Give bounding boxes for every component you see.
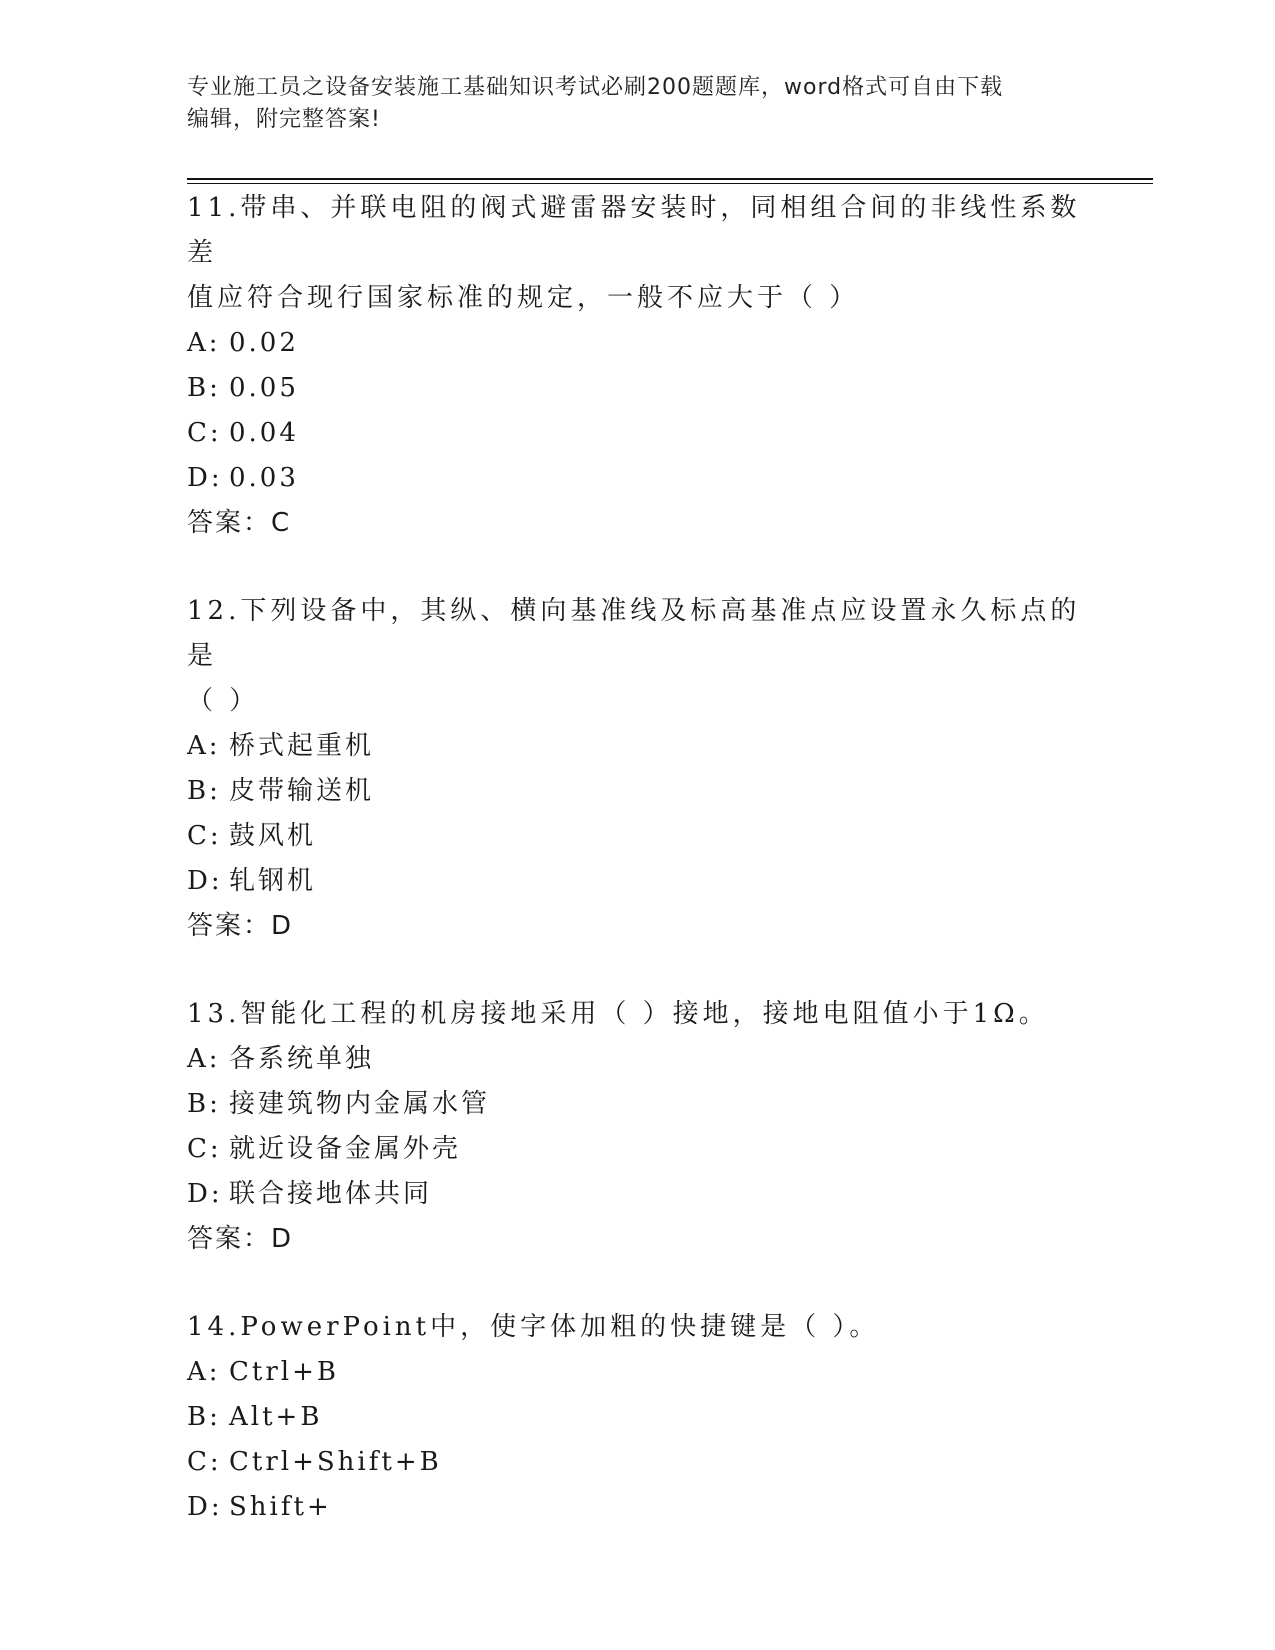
answer-line: 答案：D xyxy=(187,1224,294,1254)
option-text: 联合接地体共同 xyxy=(229,1179,433,1209)
option-a xyxy=(187,1037,1087,1082)
question-text-continued: （ ） xyxy=(187,686,260,716)
option-letter: C: xyxy=(187,1134,222,1164)
answer-line: 答案：D xyxy=(187,911,294,941)
question-12 xyxy=(187,589,1087,948)
option-letter: C: xyxy=(187,821,222,851)
option-a xyxy=(187,321,1087,366)
option-letter: C: xyxy=(187,1447,222,1477)
option-a xyxy=(187,1350,1087,1395)
option-letter: B: xyxy=(187,1402,221,1432)
option-text: 皮带输送机 xyxy=(229,776,375,806)
question-text-continued: 值应符合现行国家标准的规定，一般不应大于（ ） xyxy=(187,283,860,313)
header-line-2: 编辑，附完整答案! xyxy=(187,107,381,132)
question-text: 13.智能化工程的机房接地采用（ ）接地，接地电阻值小于1Ω。 xyxy=(187,999,1049,1029)
option-text: 鼓风机 xyxy=(229,821,317,851)
header-divider-thick xyxy=(187,178,1153,180)
option-text: Ctrl+B xyxy=(229,1357,339,1387)
option-letter: A: xyxy=(187,731,221,761)
option-letter: C: xyxy=(187,418,222,448)
option-c xyxy=(187,814,1087,859)
option-text: 0.03 xyxy=(229,463,299,493)
option-c xyxy=(187,411,1087,456)
header-divider-thin xyxy=(187,183,1153,184)
option-text: 0.02 xyxy=(229,328,299,358)
option-d xyxy=(187,1485,1087,1530)
option-d xyxy=(187,1172,1087,1217)
spacer xyxy=(187,948,1087,992)
option-letter: D: xyxy=(187,1492,223,1522)
option-c xyxy=(187,1127,1087,1172)
option-text: 接建筑物内金属水管 xyxy=(229,1089,491,1119)
option-d xyxy=(187,859,1087,904)
spacer xyxy=(187,1261,1087,1305)
question-13 xyxy=(187,992,1087,1261)
option-letter: D: xyxy=(187,463,223,493)
option-d xyxy=(187,456,1087,501)
question-11 xyxy=(187,186,1087,545)
option-letter: A: xyxy=(187,1357,221,1387)
option-letter: A: xyxy=(187,1044,221,1074)
option-text: 就近设备金属外壳 xyxy=(229,1134,462,1164)
header-line-1: 专业施工员之设备安装施工基础知识考试必刷200题题库，word格式可自由下载 xyxy=(187,75,1004,100)
question-text: 12.下列设备中，其纵、横向基准线及标高基准点应设置永久标点的是 xyxy=(187,596,1081,671)
option-text: Alt+B xyxy=(229,1402,323,1432)
option-a xyxy=(187,724,1087,769)
question-text: 14.PowerPoint中，使字体加粗的快捷键是（ ）。 xyxy=(187,1312,880,1342)
option-letter: A: xyxy=(187,328,221,358)
option-b xyxy=(187,769,1087,814)
option-c xyxy=(187,1440,1087,1485)
option-letter: B: xyxy=(187,373,221,403)
option-b xyxy=(187,1082,1087,1127)
question-14 xyxy=(187,1305,1087,1530)
option-text: 0.05 xyxy=(229,373,299,403)
option-b xyxy=(187,366,1087,411)
option-text: Shift+ xyxy=(229,1492,332,1522)
option-text: Ctrl+Shift+B xyxy=(229,1447,442,1477)
option-letter: D: xyxy=(187,866,223,896)
option-text: 各系统单独 xyxy=(229,1044,375,1074)
option-text: 0.04 xyxy=(229,418,299,448)
option-text: 桥式起重机 xyxy=(229,731,375,761)
question-text: 11.带串、并联电阻的阀式避雷器安装时，同相组合间的非线性系数差 xyxy=(187,193,1081,268)
option-letter: B: xyxy=(187,776,221,806)
document-header xyxy=(187,72,1087,136)
option-letter: D: xyxy=(187,1179,223,1209)
option-b xyxy=(187,1395,1087,1440)
option-letter: B: xyxy=(187,1089,221,1119)
option-text: 轧钢机 xyxy=(229,866,317,896)
question-list xyxy=(187,186,1087,1530)
spacer xyxy=(187,545,1087,589)
answer-line: 答案：C xyxy=(187,508,292,538)
